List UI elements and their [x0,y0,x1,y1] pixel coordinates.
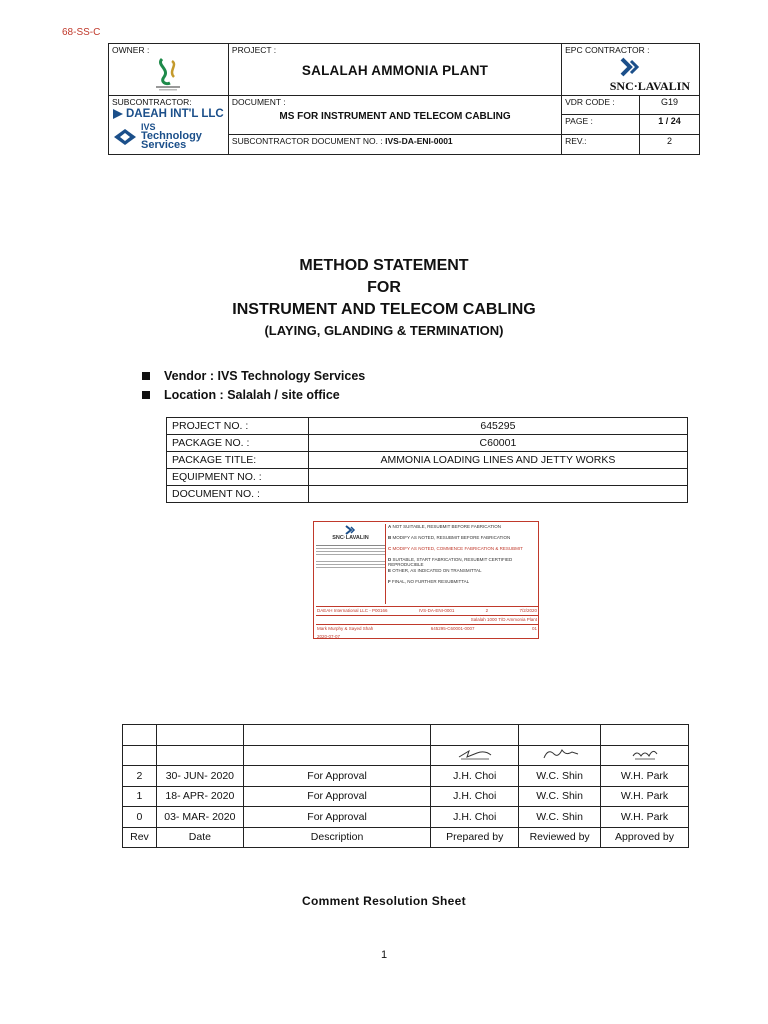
vendor-location-list [142,366,365,404]
info-value [308,469,687,486]
epc-logo-text: SNC·LAVALIN [609,79,690,93]
info-value: AMMONIA LOADING LINES AND JETTY WORKS [308,452,687,469]
table-row: 0 03- MAR- 2020 For Approval J.H. Choi W.C. Shin W.H. Park [123,807,689,828]
rev-value: 2 [640,135,700,155]
page-value: 1 / 24 [640,115,700,135]
stamp-submittal: 01 [531,626,537,631]
info-label: PACKAGE NO. : [167,435,309,452]
sub-doc-cell [228,135,561,155]
stamp-code-row: E OTHER, AS INDICATED ON TRANSMITTAL [388,568,482,573]
epc-label: EPC CONTRACTOR : [565,45,650,55]
owner-cell [109,44,229,96]
document-label: DOCUMENT : [231,97,286,107]
stamp-code-row: B MODIFY AS NOTED, RESUBMIT BEFORE FABRICATION [388,535,511,540]
title-line3: INSTRUMENT AND TELECOM CABLING [232,301,536,318]
table-header-row: Rev Date Description Prepared by Reviewed by Approved by [123,827,689,848]
bullet-square-icon [142,372,150,380]
sub-doc-value: IVS-DA-ENI-0001 [385,136,453,146]
page-number: 1 [380,949,388,961]
info-label: DOCUMENT NO. : [167,486,309,503]
stamp-code-row: A NOT SUITABLE, RESUBMIT BEFORE FABRICATION [388,524,501,529]
stamp-project: Salalah 1000 T/D Ammonia Plant [470,617,537,622]
document-title: MS FOR INSTRUMENT AND TELECOM CABLING [279,111,511,122]
project-info-table [166,417,688,503]
title-line2: FOR [367,279,401,296]
reviewed-signature [519,745,601,766]
stamp-reviewed-by: Mark Murphy & Sayed Shah [317,626,374,631]
stamp-code-row: C MODIFY AS NOTED, COMMENCE FABRICATION & RESUBMIT [388,546,523,551]
info-value: C60001 [308,435,687,452]
signature-icon [538,746,582,762]
info-label: PROJECT NO. : [167,418,309,435]
info-value: 645295 [308,418,687,435]
stamp-doc-no: IVS-DA-ENI-0001 [418,608,455,613]
ivs-logo-line3: Services [141,139,187,151]
daeah-logo-text: DAEAH INT'L LLC [126,108,224,120]
title-line4: (LAYING, GLANDING & TERMINATION) [264,323,504,338]
prepared-signature [431,745,519,766]
table-row [167,418,688,435]
document-code: 68-SS-C [62,27,101,38]
subcontractor-cell [109,96,229,155]
info-value [308,486,687,503]
sub-doc-label: SUBCONTRACTOR DOCUMENT NO. : [231,136,383,146]
stamp-date-recd: 7/2/2020 [519,608,537,613]
list-item [142,366,365,385]
rev-label: REV.: [562,135,640,155]
list-item [142,385,365,404]
owner-logo-icon [148,55,188,93]
review-stamp [313,521,539,639]
ivs-logo-line1: IVS [141,122,156,132]
title-line1: METHOD STATEMENT [299,257,469,274]
ivs-logo-icon [112,127,138,147]
table-row [167,486,688,503]
table-row [123,745,689,766]
table-row [123,725,689,746]
vendor-text: Vendor : IVS Technology Services [164,368,366,383]
bullet-square-icon [142,391,150,399]
revision-table [122,724,689,848]
stamp-logo-icon [344,525,358,535]
stamp-rev: 2 [485,608,489,613]
table-row: 2 30- JUN- 2020 For Approval J.H. Choi W.C. Shin W.H. Park [123,766,689,787]
project-cell [228,44,561,96]
stamp-logo-text: SNC·LAVALIN [332,535,369,541]
approved-signature [601,745,689,766]
subcontractor-label: SUBCONTRACTOR: [112,97,192,107]
epc-cell [562,44,700,96]
daeah-logo-icon [112,108,124,120]
stamp-date: 2020-07-07 [317,634,341,639]
signature-icon [455,747,495,761]
page-label: PAGE : [562,115,640,135]
table-row [167,435,688,452]
info-label: EQUIPMENT NO. : [167,469,309,486]
ivs-logo-line2: Technology [141,130,202,142]
table-row [167,469,688,486]
snc-lavalin-logo-icon [616,57,646,77]
comment-resolution-heading: Comment Resolution Sheet [302,894,466,908]
signature-icon [625,746,665,762]
vdr-label: VDR CODE : [562,96,640,115]
stamp-code-row: F FINAL, NO FURTHER RESUBMITTAL [388,579,470,584]
stamp-code-row: D SUITABLE, START FABRICATION, RESUBMIT CERTIFIED REPRODUCIBLE [388,557,513,567]
project-label: PROJECT : [231,45,277,55]
stamp-vendor: DAEAH International LLC - P00166 [317,608,388,613]
table-row [167,452,688,469]
stamp-document-no: 645295-C60001-0007 [430,626,475,631]
info-label: PACKAGE TITLE: [167,452,309,469]
vdr-value: G19 [640,96,700,115]
document-cell [228,96,561,135]
project-title: SALALAH AMMONIA PLANT [301,63,489,78]
location-text: Location : Salalah / site office [164,387,340,402]
owner-label: OWNER : [112,45,150,55]
document-header-table [108,43,700,155]
title-block [0,255,768,341]
table-row: 1 18- APR- 2020 For Approval J.H. Choi W.C. Shin W.H. Park [123,786,689,807]
